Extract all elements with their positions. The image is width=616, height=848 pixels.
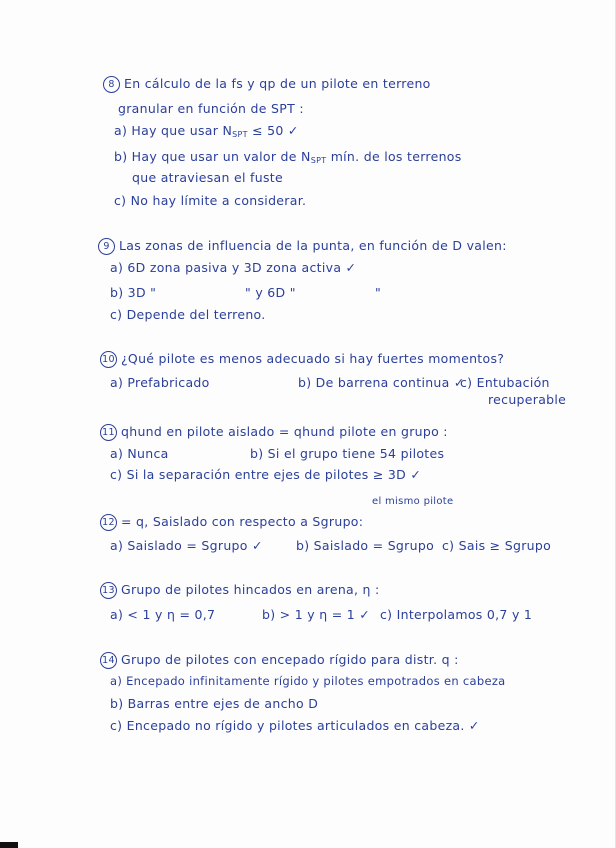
question-14-stem: 14 Grupo de pilotes con encepado rígido para distr. q : (100, 652, 459, 669)
question-10-option-a: a) Prefabricado (110, 375, 210, 390)
question-9-option-a: a) 6D zona pasiva y 3D zona activa ✓ (110, 260, 357, 275)
scan-corner-mark (0, 842, 18, 848)
question-9-number: 9 (98, 238, 115, 255)
question-13-stem: 13 Grupo de pilotes hincados en arena, η : (100, 582, 380, 599)
question-14-option-c: c) Encepado no rígido y pilotes articulados en cabeza. ✓ (110, 718, 480, 733)
question-12-option-a: a) Saislado = Sgrupo ✓ (110, 538, 263, 553)
question-10-option-c-cont: recuperable (488, 392, 567, 407)
question-10-stem: 10 ¿Qué pilote es menos adecuado si hay fuertes momentos? (100, 351, 504, 368)
question-8-option-b: b) Hay que usar un valor de $N_{SPT}$ mín. de los terrenos (114, 149, 462, 165)
question-11-number: 11 (100, 424, 117, 441)
question-11-option-b: b) Si el grupo tiene 54 pilotes (250, 446, 445, 461)
question-11-option-a: a) Nunca (110, 446, 169, 461)
question-12-superscript: el mismo pilote (372, 496, 454, 507)
question-9-option-b-ditto: " y 6D " (245, 285, 296, 300)
question-13-option-c: c) Interpolamos 0,7 y 1 (380, 607, 533, 622)
question-8-stem-line-1: 8 En cálculo de la fs y qp de un pilote en terreno (103, 76, 431, 93)
question-8-stem-line-2: granular en función de SPT : (118, 101, 304, 116)
question-13-option-b: b) > 1 y η = 1 ✓ (262, 607, 371, 622)
question-14-option-b: b) Barras entre ejes de ancho D (110, 696, 319, 711)
question-8-number: 8 (103, 76, 120, 93)
question-10-option-c: c) Entubación (460, 375, 550, 390)
question-14-option-a: a) Encepado infinitamente rígido y pilotes empotrados en cabeza (110, 674, 506, 688)
question-9-option-b: b) 3D " (110, 285, 157, 300)
question-11-stem: 11 qhund en pilote aislado = qhund pilote en grupo : (100, 424, 448, 441)
question-8-option-c: c) No hay límite a considerar. (114, 193, 307, 208)
question-12-option-b: b) Saislado = Sgrupo (296, 538, 435, 553)
question-8-option-a: a) Hay que usar $N_{SPT} \le 50$ ✓ (114, 123, 299, 139)
question-10-number: 10 (100, 351, 117, 368)
question-14-number: 14 (100, 652, 117, 669)
question-10-option-b: b) De barrena continua ✓ (298, 375, 465, 390)
question-9-option-b-ditto-end: " (375, 285, 382, 300)
question-11-option-c: c) Si la separación entre ejes de pilotes ≥ 3D ✓ (110, 467, 422, 482)
question-8-option-b-cont: que atraviesan el fuste (132, 170, 283, 185)
question-13-option-a: a) < 1 y η = 0,7 (110, 607, 216, 622)
question-9-option-c: c) Depende del terreno. (110, 307, 266, 322)
question-12-stem: 12 = q, Saislado con respecto a Sgrupo: (100, 514, 363, 531)
question-12-number: 12 (100, 514, 117, 531)
question-9-stem: 9 Las zonas de influencia de la punta, en función de D valen: (98, 238, 507, 255)
question-13-number: 13 (100, 582, 117, 599)
question-12-option-c: c) Sais ≥ Sgrupo (442, 538, 552, 553)
